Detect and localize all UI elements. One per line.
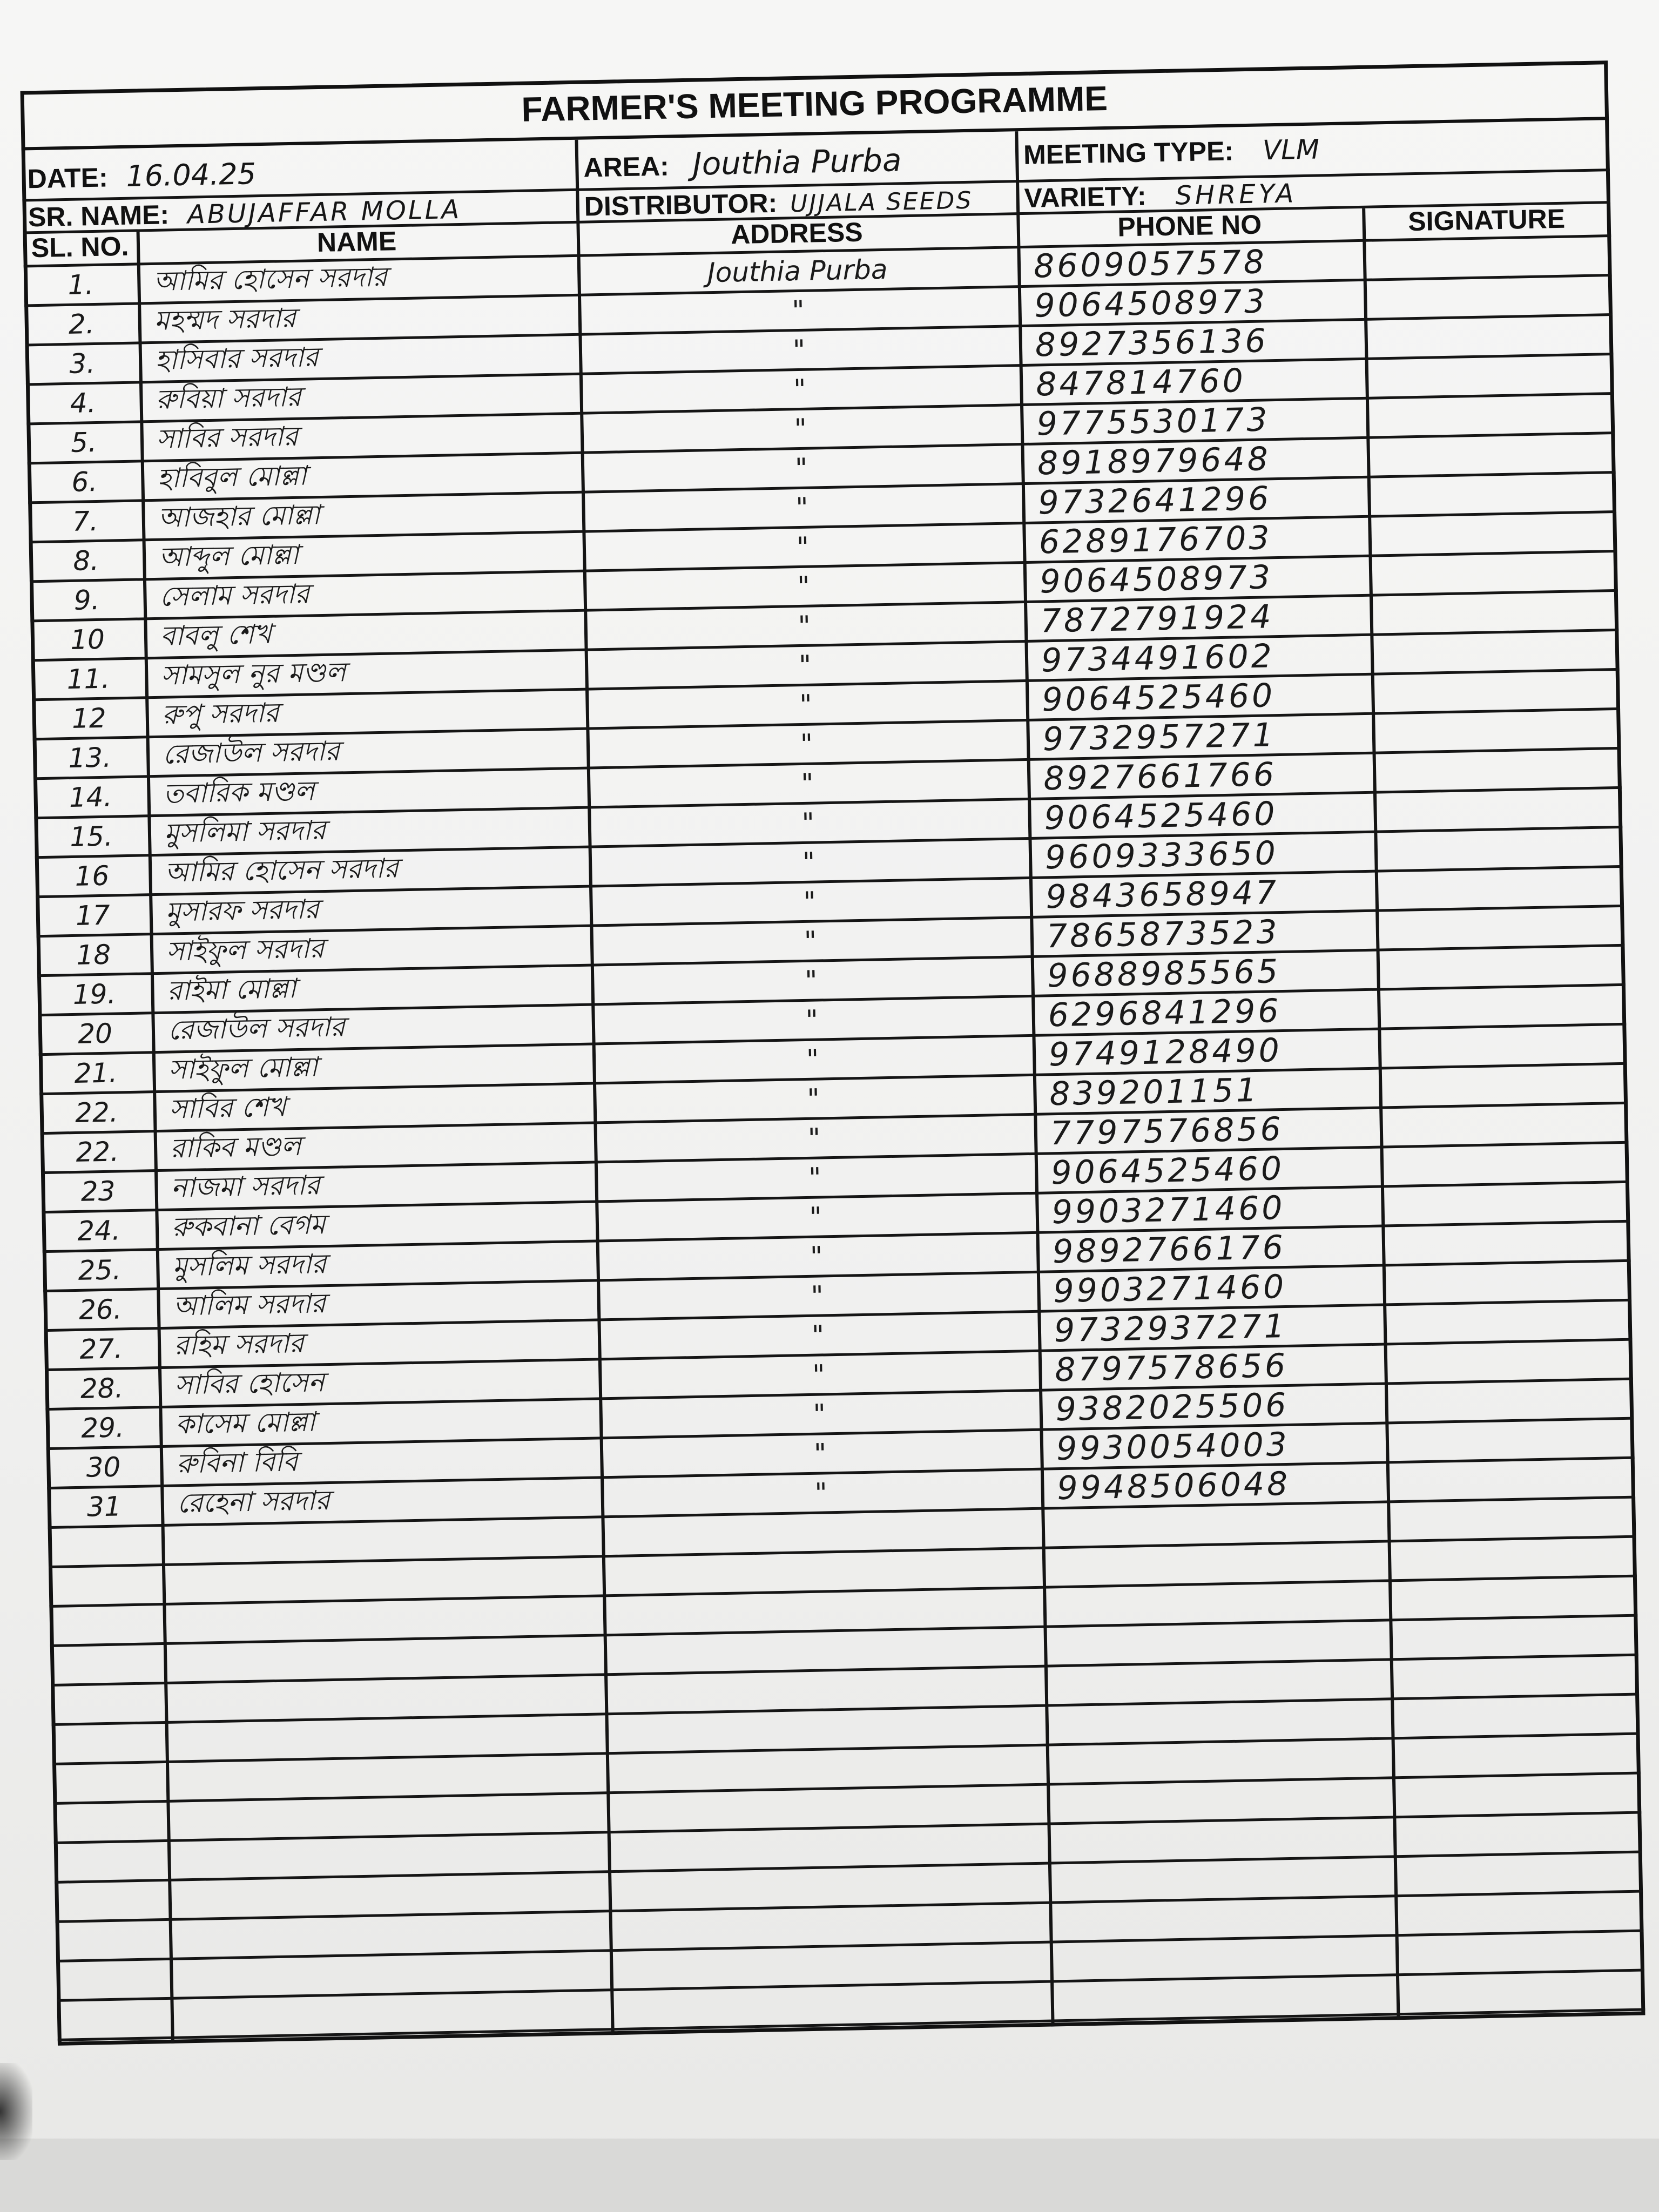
serial-number-cell: 28. bbox=[80, 1372, 124, 1405]
address-cell: " bbox=[804, 925, 817, 957]
phone-cell: 9734491602 bbox=[1041, 637, 1275, 680]
serial-number-cell: 19. bbox=[72, 978, 116, 1010]
address-cell: " bbox=[811, 1319, 825, 1351]
phone-cell: 9903271460 bbox=[1053, 1267, 1287, 1310]
signature-cell bbox=[1369, 552, 1618, 594]
date-value: 16.04.25 bbox=[125, 157, 257, 193]
address-cell: " bbox=[801, 807, 815, 839]
form-title: FARMER'S MEETING PROGRAMME bbox=[21, 60, 1609, 150]
address-cell: " bbox=[807, 1083, 820, 1115]
address-cell: " bbox=[793, 373, 806, 406]
phone-cell: 9948506048 bbox=[1056, 1465, 1291, 1507]
address-cell: " bbox=[794, 413, 807, 445]
address-cell: " bbox=[814, 1477, 828, 1509]
phone-cell: 847814760 bbox=[1035, 362, 1246, 404]
sr-name-value: ABUJAFFAR MOLLA bbox=[187, 194, 462, 230]
phone-cell: 9749128490 bbox=[1048, 1031, 1283, 1074]
phone-cell: 9382025506 bbox=[1055, 1386, 1290, 1428]
signature-cell bbox=[1366, 395, 1615, 436]
address-cell: " bbox=[806, 1043, 819, 1075]
name-cell: আলিম সরদার bbox=[173, 1287, 326, 1322]
name-cell: মুসলিম সরদার bbox=[172, 1247, 327, 1283]
ink-smudge bbox=[0, 2063, 32, 2160]
address-cell: " bbox=[808, 1162, 821, 1193]
column-header-phone: PHONE NO bbox=[1117, 209, 1262, 242]
serial-number-cell: 27. bbox=[79, 1333, 123, 1365]
signature-cell bbox=[1371, 671, 1620, 712]
serial-number-cell: 4. bbox=[70, 387, 97, 419]
serial-number-cell: 24. bbox=[77, 1215, 121, 1247]
name-cell: রহিম সরদার bbox=[173, 1327, 305, 1361]
column-header-address: ADDRESS bbox=[730, 217, 864, 250]
name-cell: রেজাউল সরদার bbox=[167, 1010, 346, 1046]
signature-cell bbox=[1382, 1262, 1631, 1304]
signature-cell bbox=[1373, 750, 1622, 791]
signature-cell bbox=[1373, 789, 1622, 831]
signature-cell bbox=[1383, 1301, 1632, 1343]
area-field bbox=[583, 141, 902, 184]
signature-cell bbox=[1365, 355, 1614, 397]
serial-number-cell: 22. bbox=[75, 1136, 119, 1168]
signature-cell bbox=[1375, 907, 1624, 949]
serial-number-cell: 1. bbox=[68, 269, 94, 301]
signature-cell bbox=[1379, 1104, 1628, 1146]
address-cell: " bbox=[798, 610, 811, 642]
name-cell: কাসেম মোল্লা bbox=[175, 1406, 316, 1440]
phone-cell: 9064508973 bbox=[1039, 558, 1273, 601]
phone-cell: 9892766176 bbox=[1052, 1228, 1286, 1271]
meeting-type-label: MEETING TYPE: bbox=[1023, 136, 1234, 170]
serial-number-cell: 2. bbox=[68, 308, 95, 340]
signature-cell bbox=[1370, 631, 1619, 673]
name-cell: বাবলু শেখ bbox=[160, 618, 272, 652]
address-cell: " bbox=[800, 767, 814, 800]
phone-cell: 9064525460 bbox=[1044, 795, 1278, 837]
serial-number-cell: 31 bbox=[86, 1491, 122, 1523]
address-cell: " bbox=[796, 531, 810, 563]
name-cell: রাইমা মোল্লা bbox=[166, 972, 296, 1007]
name-cell: সাইফুল সরদার bbox=[166, 932, 325, 967]
serial-number-cell: 6. bbox=[71, 466, 98, 498]
area-value: Jouthia Purba bbox=[692, 141, 902, 183]
column-header-signature: SIGNATURE bbox=[1407, 203, 1566, 237]
phone-cell: 8918979648 bbox=[1037, 440, 1271, 483]
signature-cell bbox=[1381, 1223, 1630, 1264]
phone-cell: 7865873523 bbox=[1046, 913, 1280, 955]
name-cell: হাবিবুল মোল্লা bbox=[157, 460, 307, 494]
serial-number-cell: 5. bbox=[70, 426, 97, 458]
phone-cell: 9732937271 bbox=[1054, 1307, 1288, 1350]
signature-cell bbox=[1368, 513, 1617, 555]
phone-cell: 6289176703 bbox=[1038, 519, 1273, 562]
name-cell: রেজাউল সরদার bbox=[162, 734, 340, 770]
phone-cell: 8927356136 bbox=[1035, 322, 1269, 365]
signature-cell bbox=[1377, 986, 1626, 1028]
signature-cell bbox=[1381, 1183, 1630, 1225]
signature-cell bbox=[1366, 434, 1615, 476]
phone-cell: 9930054003 bbox=[1056, 1425, 1290, 1468]
phone-cell: 9732641296 bbox=[1037, 480, 1272, 522]
name-cell: রুবিয়া সরদার bbox=[155, 381, 302, 415]
phone-cell: 9064525460 bbox=[1050, 1149, 1285, 1192]
serial-number-cell: 30 bbox=[86, 1451, 121, 1483]
address-cell: " bbox=[794, 452, 808, 484]
phone-cell: 8609057578 bbox=[1033, 243, 1267, 286]
signature-cell bbox=[1370, 592, 1618, 633]
name-cell: নাজমা সরদার bbox=[170, 1169, 321, 1204]
variety-label: VARIETY: bbox=[1024, 180, 1147, 213]
signature-cell bbox=[1375, 868, 1624, 909]
serial-number-cell: 15. bbox=[69, 820, 113, 853]
address-cell: " bbox=[813, 1398, 826, 1430]
name-cell: মুসলিমা সরদার bbox=[164, 814, 326, 849]
distributor-value: UJJALA SEEDS bbox=[790, 186, 973, 218]
address-cell: " bbox=[813, 1438, 827, 1469]
serial-number-cell: 11. bbox=[66, 663, 110, 696]
address-cell: " bbox=[804, 965, 818, 996]
serial-number-cell: 12 bbox=[71, 702, 107, 734]
phone-cell: 8927661766 bbox=[1043, 756, 1277, 798]
phone-cell: 8797578656 bbox=[1054, 1346, 1289, 1389]
address-cell: " bbox=[809, 1201, 822, 1233]
signature-cell bbox=[1378, 1026, 1627, 1067]
serial-number-cell: 23 bbox=[80, 1175, 116, 1208]
name-cell: রুপু সরদার bbox=[161, 697, 280, 731]
serial-number-cell: 29. bbox=[80, 1412, 125, 1444]
meeting-type-field bbox=[1023, 133, 1320, 171]
date-label: DATE: bbox=[27, 162, 109, 194]
phone-cell: 9775530173 bbox=[1036, 401, 1271, 443]
name-cell: সাইফুল মোল্লা bbox=[168, 1050, 318, 1085]
serial-number-cell: 17 bbox=[75, 899, 111, 932]
phone-cell: 7797576856 bbox=[1050, 1110, 1284, 1152]
serial-number-cell: 14. bbox=[69, 781, 112, 814]
phone-cell: 9843658947 bbox=[1045, 874, 1279, 916]
distributor-label: DISTRIBUTOR: bbox=[584, 187, 778, 222]
serial-number-cell: 18 bbox=[76, 939, 111, 971]
signature-cell bbox=[1372, 710, 1621, 752]
name-cell: সাবির সরদার bbox=[156, 420, 299, 455]
column-header-name: NAME bbox=[316, 226, 397, 258]
name-cell: রেহেনা সরদার bbox=[177, 1484, 331, 1519]
serial-number-cell: 3. bbox=[69, 347, 96, 380]
address-cell: " bbox=[803, 886, 817, 918]
variety-value: SHREYA bbox=[1175, 178, 1297, 211]
serial-number-cell: 8. bbox=[72, 544, 99, 577]
meeting-form bbox=[21, 60, 1645, 2046]
name-cell: মহম্মদ সরদার bbox=[154, 302, 296, 336]
address-cell: " bbox=[792, 294, 805, 327]
address-cell: " bbox=[800, 728, 813, 760]
address-cell: Jouthia Purba bbox=[707, 253, 888, 289]
phone-cell: 9064525460 bbox=[1041, 677, 1276, 719]
serial-number-cell: 26. bbox=[78, 1293, 123, 1326]
signature-cell bbox=[1386, 1459, 1635, 1501]
name-cell: আমির হোসেন সরদার bbox=[164, 852, 399, 888]
serial-number-cell: 25. bbox=[78, 1254, 122, 1286]
name-cell: সামসুল নুর মণ্ডল bbox=[160, 656, 346, 691]
name-cell: রাকিব মণ্ডল bbox=[170, 1130, 302, 1164]
name-cell: রুকবানা বেগম bbox=[171, 1208, 326, 1243]
phone-cell: 9064508973 bbox=[1034, 282, 1268, 325]
phone-cell: 9903271460 bbox=[1051, 1189, 1286, 1231]
address-cell: " bbox=[798, 649, 812, 682]
name-cell: হাসিবার সরদার bbox=[154, 341, 319, 376]
serial-number-cell: 20 bbox=[77, 1017, 113, 1050]
serial-number-cell: 9. bbox=[73, 584, 100, 616]
serial-number-cell: 10 bbox=[70, 623, 105, 656]
name-cell: আব্দুল মোল্লা bbox=[158, 538, 299, 573]
signature-cell bbox=[1380, 1144, 1629, 1185]
phone-cell: 9609333650 bbox=[1044, 834, 1279, 876]
name-cell: রুবিনা বিবি bbox=[176, 1445, 298, 1479]
area-label: AREA: bbox=[583, 151, 670, 183]
name-cell: সাবির শেখ bbox=[169, 1090, 287, 1125]
name-cell: সাবির হোসেন bbox=[174, 1366, 325, 1400]
address-cell: " bbox=[812, 1359, 825, 1391]
phone-cell: 839201151 bbox=[1049, 1071, 1260, 1113]
address-cell: " bbox=[792, 334, 806, 366]
address-cell: " bbox=[810, 1240, 823, 1272]
serial-number-cell: 16 bbox=[75, 860, 110, 892]
serial-number-cell: 7. bbox=[72, 505, 99, 537]
address-cell: " bbox=[799, 689, 813, 721]
signature-cell bbox=[1384, 1341, 1633, 1382]
signature-cell bbox=[1385, 1420, 1634, 1461]
meeting-type-value: VLM bbox=[1262, 133, 1320, 166]
phone-cell: 9688985565 bbox=[1047, 953, 1281, 995]
signature-cell bbox=[1364, 316, 1613, 358]
name-cell: সেলাম সরদার bbox=[159, 577, 310, 612]
date-field bbox=[27, 157, 257, 195]
name-cell: আজহার মোল্লা bbox=[158, 498, 321, 534]
serial-number-cell: 22. bbox=[75, 1096, 119, 1129]
sr-name-label: SR. NAME: bbox=[28, 199, 170, 233]
signature-cell bbox=[1364, 276, 1613, 318]
name-cell: তবারিক মণ্ডল bbox=[163, 774, 315, 810]
signature-cell bbox=[1367, 474, 1616, 515]
serial-number-cell: 13. bbox=[68, 741, 112, 774]
name-cell: মুসারফ সরদার bbox=[165, 893, 320, 928]
address-cell: " bbox=[795, 491, 809, 524]
name-cell: আমির হোসেন সরদার bbox=[153, 261, 388, 297]
address-cell: " bbox=[802, 846, 815, 879]
address-cell: " bbox=[805, 1004, 819, 1036]
signature-cell bbox=[1377, 947, 1626, 988]
phone-cell: 9732957271 bbox=[1042, 716, 1277, 758]
address-cell: " bbox=[807, 1122, 821, 1154]
serial-number-cell: 21. bbox=[74, 1057, 118, 1089]
signature-cell bbox=[1374, 828, 1623, 870]
address-cell: " bbox=[811, 1280, 824, 1312]
column-header-sl-no: SL. NO. bbox=[31, 231, 129, 264]
signature-cell bbox=[1385, 1380, 1634, 1422]
phone-cell: 7872791924 bbox=[1040, 598, 1274, 640]
paper-bottom-edge bbox=[0, 2139, 1659, 2212]
signature-cell bbox=[1379, 1065, 1628, 1107]
phone-cell: 6296841296 bbox=[1048, 992, 1282, 1034]
signature-cell bbox=[1363, 237, 1611, 279]
address-cell: " bbox=[797, 570, 810, 603]
